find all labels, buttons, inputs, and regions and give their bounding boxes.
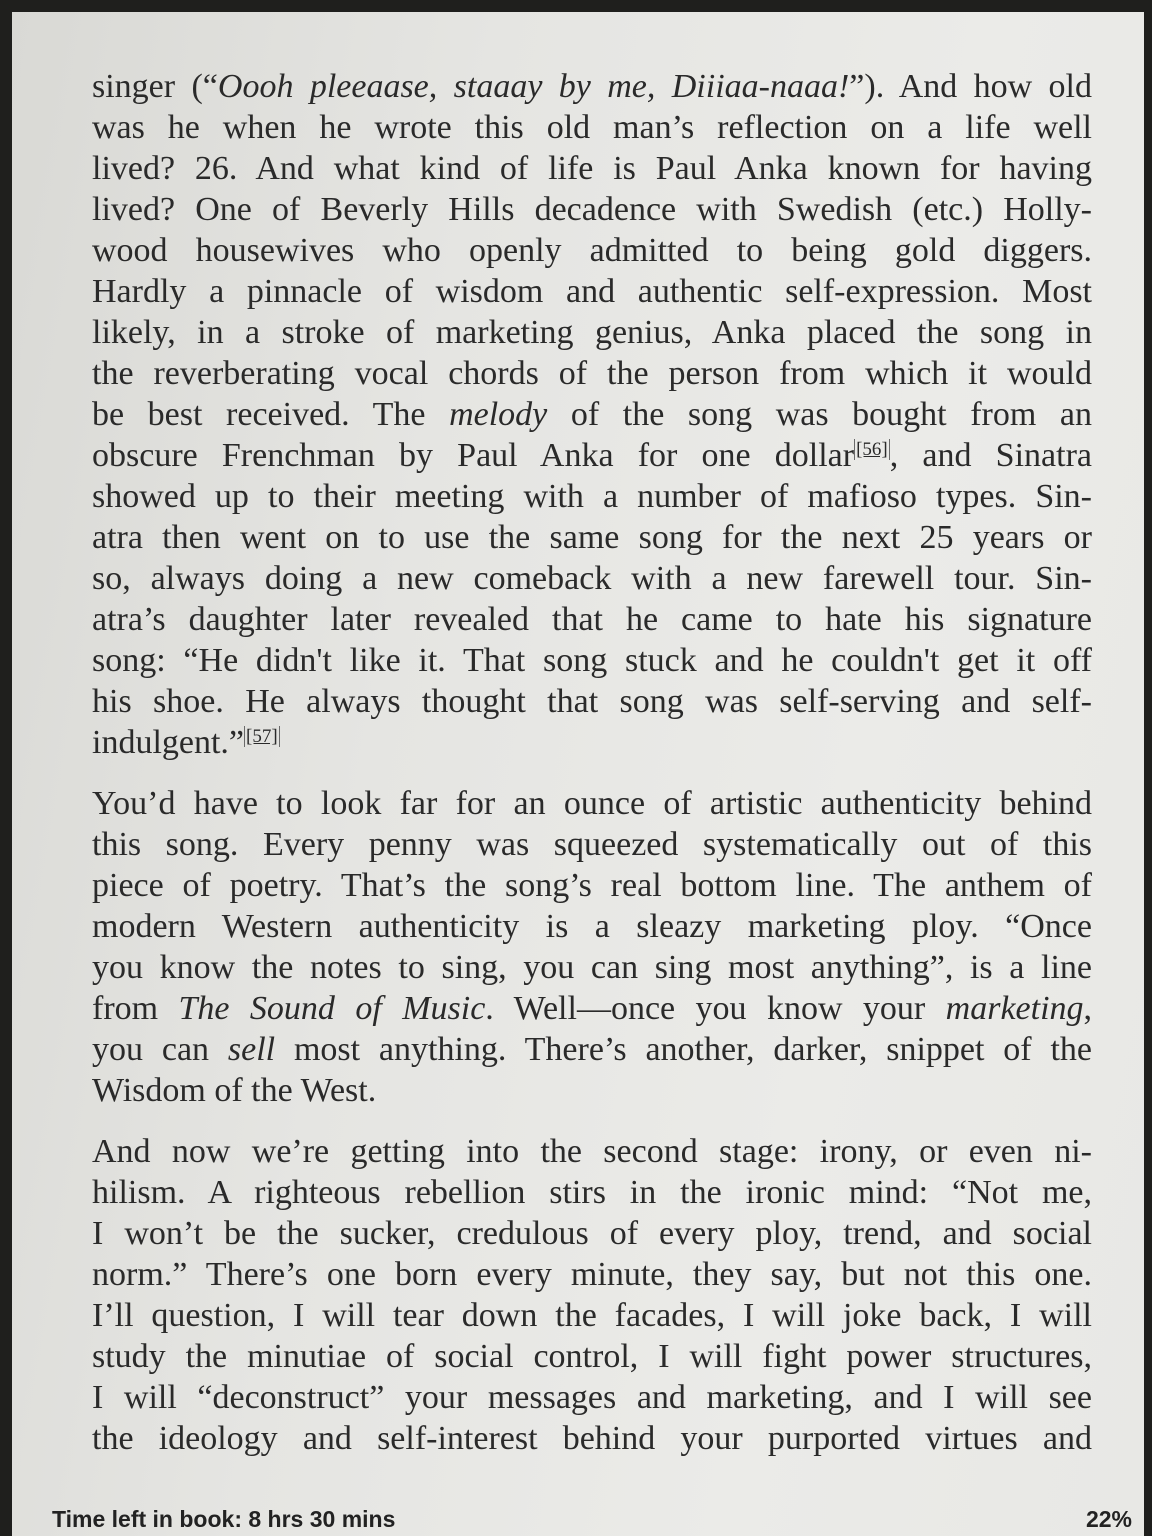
text-line xyxy=(92,824,1092,865)
text-run: Wisdom of the West. xyxy=(92,1072,377,1109)
text-run: ”). And how old xyxy=(849,68,1093,105)
italic-text: The Sound of Music xyxy=(178,990,486,1027)
footnote-link[interactable]: [56] xyxy=(856,439,888,460)
text-line xyxy=(92,189,1092,230)
text-line xyxy=(92,1070,1092,1111)
text-line xyxy=(92,66,1092,107)
text-run: from xyxy=(92,990,179,1027)
text-run: song: “He didn't like it. That song stuck and he couldn't get it off xyxy=(92,642,1092,679)
text-run: you know the notes to sing, you can sing most anything”, is a line xyxy=(92,949,1092,986)
text-line xyxy=(92,722,1092,763)
text-line xyxy=(92,865,1092,906)
text-run: norm.” There’s one born every minute, they say, but not this one. xyxy=(92,1256,1092,1293)
text-run: , and Sinatra xyxy=(889,437,1092,474)
text-line xyxy=(92,271,1092,312)
text-line xyxy=(92,148,1092,189)
text-line xyxy=(92,1172,1092,1213)
text-line xyxy=(92,394,1092,435)
text-run: likely, in a stroke of marketing genius, Anka placed the song in xyxy=(92,314,1092,351)
text-line xyxy=(92,476,1092,517)
footnote-link[interactable]: [57] xyxy=(246,726,278,747)
text-run: modern Western authenticity is a sleazy marketing ploy. “Once xyxy=(92,908,1092,945)
text-line xyxy=(92,107,1092,148)
text-run: indulgent.” xyxy=(92,724,245,761)
italic-text: Oooh pleeaase, staaay by me, Diiiaa-naaa! xyxy=(217,68,850,105)
text-run: the ideology and self-interest behind your purported virtues and xyxy=(92,1420,1092,1457)
text-line xyxy=(92,435,1092,476)
text-line xyxy=(92,599,1092,640)
text-run: be best received. The xyxy=(92,396,450,433)
text-line xyxy=(92,906,1092,947)
text-line xyxy=(92,783,1092,824)
text-line xyxy=(92,1295,1092,1336)
book-page-text xyxy=(92,66,1092,1459)
paragraph xyxy=(92,66,1092,763)
text-run: , xyxy=(1083,990,1093,1027)
text-run: I’ll question, I will tear down the facades, I will joke back, I will xyxy=(92,1297,1092,1334)
text-run: atra then went on to use the same song for the next 25 years or xyxy=(92,519,1092,556)
text-run: study the minutiae of social control, I will fight power structures, xyxy=(92,1338,1092,1375)
text-line xyxy=(92,517,1092,558)
text-run: I will “deconstruct” your messages and marketing, and I will see xyxy=(92,1379,1092,1416)
text-run: hilism. A righteous rebellion stirs in the ironic mind: “Not me, xyxy=(92,1174,1092,1211)
text-run: piece of poetry. That’s the song’s real bottom line. The anthem of xyxy=(92,867,1092,904)
text-run: of the song was bought from an xyxy=(547,396,1092,433)
text-run: Hardly a pinnacle of wisdom and authentic self-expression. Most xyxy=(92,273,1092,310)
text-line xyxy=(92,681,1092,722)
text-line xyxy=(92,1131,1092,1172)
text-line xyxy=(92,1377,1092,1418)
text-run: the reverberating vocal chords of the person from which it would xyxy=(92,355,1092,392)
text-line xyxy=(92,1336,1092,1377)
text-line xyxy=(92,312,1092,353)
text-line xyxy=(92,1213,1092,1254)
text-run: I won’t be the sucker, credulous of every ploy, trend, and social xyxy=(92,1215,1092,1252)
text-run: was he when he wrote this old man’s reflection on a life well xyxy=(92,109,1092,146)
text-run: his shoe. He always thought that song was self-serving and self- xyxy=(92,683,1092,720)
text-run: obscure Frenchman by Paul Anka for one dollar xyxy=(92,437,855,474)
text-run: wood housewives who openly admitted to being gold diggers. xyxy=(92,232,1092,269)
italic-text: sell xyxy=(227,1031,276,1068)
text-run: so, always doing a new comeback with a new farewell tour. Sin- xyxy=(92,560,1092,597)
text-line xyxy=(92,1029,1092,1070)
paragraph xyxy=(92,1131,1092,1459)
text-run: And now we’re getting into the second stage: irony, or even ni- xyxy=(92,1133,1092,1170)
text-line xyxy=(92,353,1092,394)
reading-progress-percent: 22% xyxy=(1085,1506,1132,1532)
text-run: . Well—once you know your xyxy=(485,990,946,1027)
text-run: lived? 26. And what kind of life is Paul Anka known for having xyxy=(92,150,1092,187)
text-run: this song. Every penny was squeezed systematically out of this xyxy=(92,826,1092,863)
italic-text: marketing xyxy=(945,990,1084,1027)
text-line xyxy=(92,1254,1092,1295)
text-run: atra’s daughter later revealed that he came to hate his signature xyxy=(92,601,1092,638)
text-line xyxy=(92,1418,1092,1459)
text-run: You’d have to look far for an ounce of artistic authenticity behind xyxy=(92,785,1092,822)
text-run: most anything. There’s another, darker, snippet of the xyxy=(275,1031,1092,1068)
text-run: showed up to their meeting with a number of mafioso types. Sin- xyxy=(92,478,1092,515)
paragraph xyxy=(92,783,1092,1111)
text-line xyxy=(92,230,1092,271)
text-run: singer (“ xyxy=(92,68,218,105)
time-left-label: Time left in book: 8 hrs 30 mins xyxy=(52,1506,396,1532)
italic-text: melody xyxy=(449,396,548,433)
text-line xyxy=(92,988,1092,1029)
text-run: you can xyxy=(92,1031,228,1068)
text-run: lived? One of Beverly Hills decadence with Swedish (etc.) Holly- xyxy=(92,191,1092,228)
text-line xyxy=(92,947,1092,988)
text-line xyxy=(92,640,1092,681)
text-line xyxy=(92,558,1092,599)
